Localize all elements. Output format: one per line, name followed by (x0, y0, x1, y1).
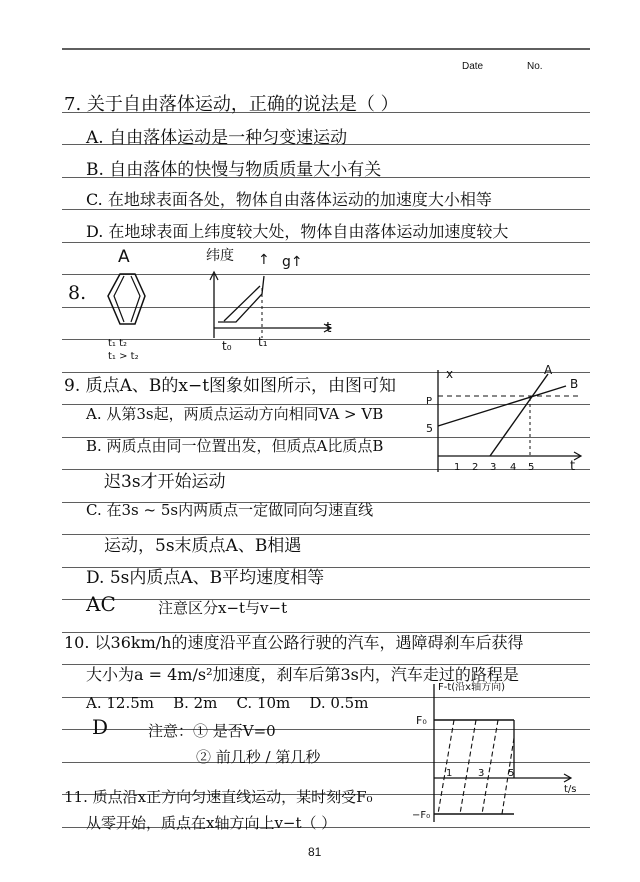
question-11-t-label: t/s (564, 784, 577, 795)
question-8-answer-label: A (118, 247, 130, 267)
ruled-line (62, 242, 590, 243)
question-10-note-1: 注意：① 是否V=0 (148, 722, 276, 740)
page-number: 81 (308, 845, 322, 859)
question-9-option-a: A. 从第3s起，两质点运动方向相同VA > VB (86, 405, 384, 423)
question-9-option-b: B. 两质点由同一位置出发，但质点A比质点B (86, 437, 384, 455)
question-8-t-label: t (326, 320, 332, 336)
question-7-option-b: B. 自由落体的快慢与物质质量大小有关 (86, 160, 382, 180)
question-11-graph-title: F-t(沿x轴方向) (438, 682, 506, 693)
question-8-side-note-1: t₁ t₂ (108, 338, 128, 349)
question-10-stem-continued: 大小为a = 4m/s²加速度，刹车后第3s内，汽车走过的路程是 (86, 665, 519, 684)
question-11-tick: 3 (478, 768, 485, 779)
tick-label: 3 (490, 462, 497, 473)
question-9-series-a (490, 374, 548, 456)
question-9-xt-graph (420, 362, 595, 480)
question-10-stem: 10. 以36km/h的速度沿平直公路行驶的汽车，遇障碍刹车后获得 (64, 633, 524, 652)
question-11-diagonal (482, 720, 498, 814)
date-label: Date (462, 61, 484, 72)
question-11-diagonal (438, 720, 454, 814)
question-11-neg-f0-label: −F₀ (412, 810, 431, 821)
tick-label: 5 (528, 462, 535, 473)
question-9-y-mark: 5 (426, 422, 433, 435)
question-11-diagonal (460, 720, 476, 814)
question-11-stem: 11. 质点沿x正方向匀速直线运动，某时刻受F₀ (64, 788, 373, 806)
question-9-tick-labels (454, 462, 534, 473)
question-8-globe-sketch (100, 246, 170, 366)
question-9-b-label: B (570, 377, 579, 391)
question-7-option-d: D. 在地球表面上纬度较大处，物体自由落体运动加速度较大 (86, 222, 509, 241)
question-11-stem-continued: 从零开始，质点在x轴方向上v−t（ ） (86, 814, 337, 832)
question-9-t-label: t (570, 459, 576, 474)
ruled-line (62, 599, 590, 600)
question-8-t1-label: t₁ (258, 335, 268, 349)
question-9-stem: 9. 质点A、B的x−t图象如图所示，由图可知 (64, 376, 397, 396)
question-9-answer: AC (86, 592, 116, 616)
question-11-force-graph (410, 678, 590, 828)
question-9-answer-note: 注意区分x−t与v−t (158, 599, 288, 617)
tick-label: 2 (472, 462, 479, 473)
question-9-option-c: C. 在3s ~ 5s内两质点一定做同向匀速直线 (86, 501, 374, 519)
question-11-f0-label: F₀ (416, 714, 427, 727)
question-7-option-a: A. 自由落体运动是一种匀变速运动 (86, 128, 348, 148)
question-10-options: A. 12.5m B. 2m C. 10m D. 0.5m (86, 694, 369, 712)
question-10-note-2: ② 前几秒 / 第几秒 (196, 748, 321, 766)
question-11-tick: 5 (508, 768, 515, 779)
question-9-option-d: D. 5s内质点A、B平均速度相等 (86, 568, 325, 588)
question-9-p-label: P (426, 396, 433, 407)
question-8-number: 8. (68, 282, 87, 304)
question-8-y-label: 纬度 (206, 248, 234, 264)
number-label: No. (527, 61, 543, 72)
question-8-g-label: g↑ (282, 254, 303, 270)
question-7-option-c: C. 在地球表面各处，物体自由落体运动的加速度大小相等 (86, 190, 492, 209)
question-8-graph (200, 246, 350, 358)
question-7-stem: 7. 关于自由落体运动，正确的说法是（ ） (64, 94, 399, 115)
question-8-side-note-2: t₁ > t₂ (108, 351, 139, 362)
question-9-a-label: A (544, 363, 553, 377)
question-9-option-b-continued: 迟3s才开始运动 (104, 472, 226, 492)
tick-label: 4 (510, 462, 517, 473)
question-11-tick: 1 (446, 768, 453, 779)
question-10-answer: D (92, 715, 109, 739)
question-9-option-c-continued: 运动，5s末质点A、B相遇 (104, 536, 302, 556)
question-8-t0-label: t₀ (222, 339, 232, 353)
question-8-curve (218, 276, 264, 322)
question-8-arrow-label: ↑ (258, 252, 270, 268)
top-rule (62, 48, 590, 50)
question-9-x-label: x (446, 367, 454, 381)
tick-label: 1 (454, 462, 461, 473)
question-9-series-b (438, 386, 566, 426)
